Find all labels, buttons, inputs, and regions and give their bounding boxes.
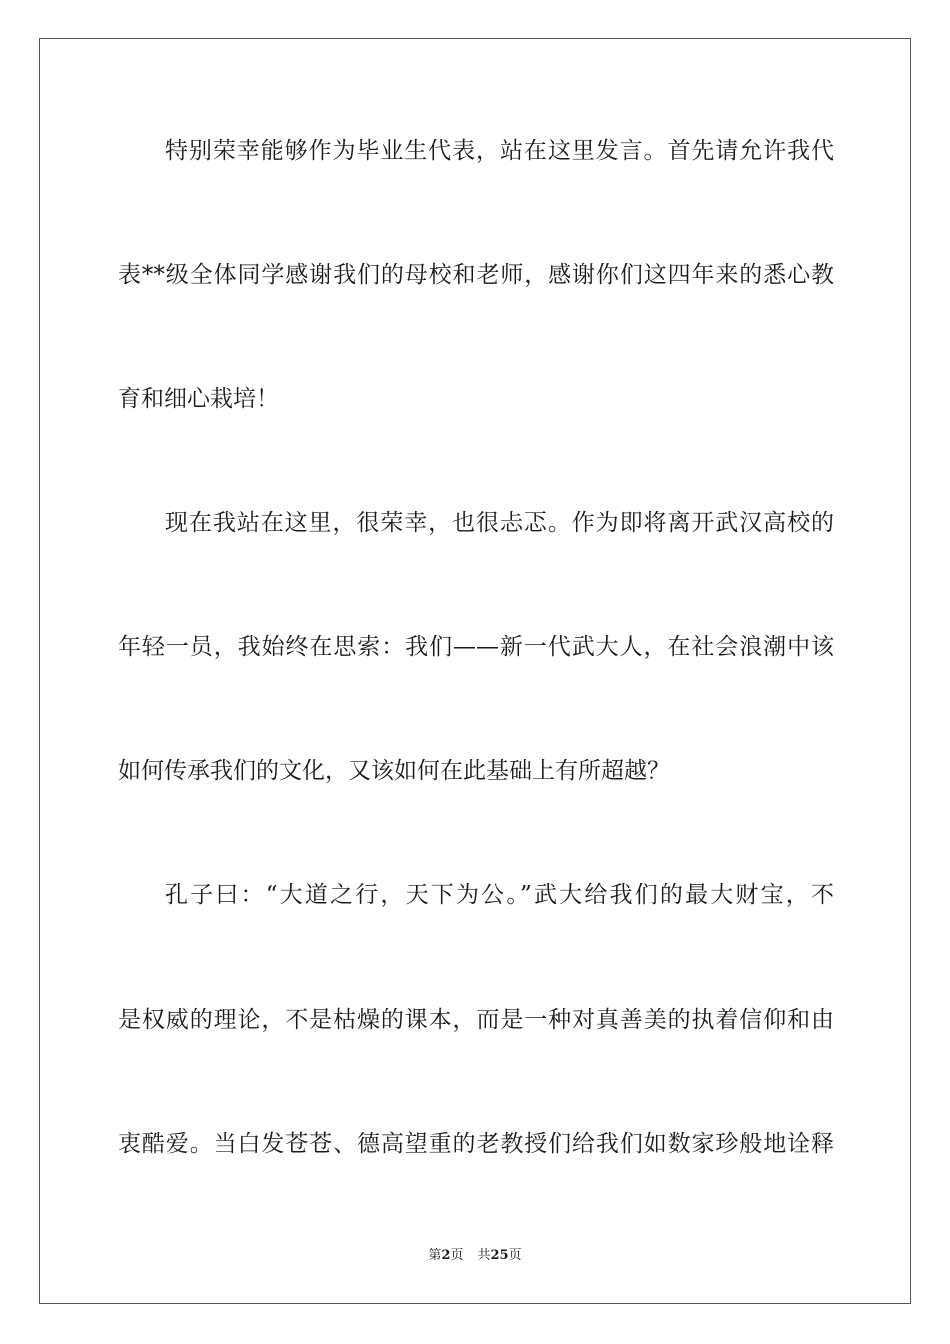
body-line-7: 孔子曰：“大道之行，天下为公。”武大给我们的最大财宝，不 <box>165 882 834 908</box>
body-line-1: 特别荣幸能够作为毕业生代表，站在这里发言。首先请允许我代 <box>165 138 834 164</box>
page-suffix: 页 <box>450 1248 464 1263</box>
body-line-3: 育和细心栽培！ <box>118 386 279 412</box>
body-line-4: 现在我站在这里，很荣幸，也很忐忑。作为即将离开武汉高校的 <box>165 510 834 536</box>
total-suffix: 页 <box>508 1248 522 1263</box>
total-prefix: 共 <box>477 1248 491 1263</box>
page-prefix: 第 <box>428 1248 442 1263</box>
page-number: 2 <box>441 1248 451 1263</box>
body-line-5: 年轻一员，我始终在思索：我们——新一代武大人，在社会浪潮中该 <box>118 634 834 660</box>
body-line-2: 表**级全体同学感谢我们的母校和老师，感谢你们这四年来的悉心教 <box>118 262 834 288</box>
total-pages: 25 <box>490 1248 509 1263</box>
page-footer <box>0 1247 950 1265</box>
body-line-9: 衷酷爱。当白发苍苍、德高望重的老教授们给我们如数家珍般地诠释 <box>118 1131 834 1157</box>
body-line-8: 是权威的理论，不是枯燥的课本，而是一种对真善美的执着信仰和由 <box>118 1007 834 1033</box>
page-border <box>39 38 911 1304</box>
body-line-6: 如何传承我们的文化，又该如何在此基础上有所超越？ <box>118 758 670 784</box>
